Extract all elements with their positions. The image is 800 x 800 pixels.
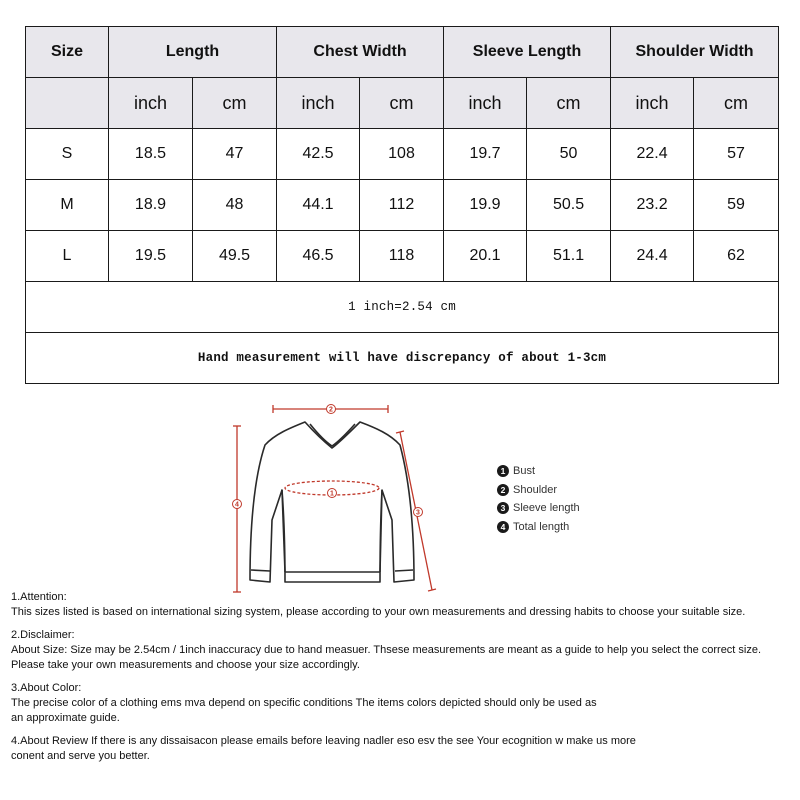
value-cell: 47 bbox=[193, 129, 277, 180]
unit-blank-cell bbox=[26, 78, 109, 129]
value-cell: 22.4 bbox=[611, 129, 694, 180]
value-cell: 20.1 bbox=[444, 231, 527, 282]
value-cell: 51.1 bbox=[527, 231, 611, 282]
marker-sleeve-length: 3 bbox=[416, 509, 420, 517]
notes-section bbox=[11, 590, 800, 772]
unit-row bbox=[26, 78, 779, 129]
note-line: an approximate guide. bbox=[11, 712, 120, 724]
value-cell: 48 bbox=[193, 180, 277, 231]
value-cell: 44.1 bbox=[277, 180, 360, 231]
legend-item-bust bbox=[497, 462, 580, 481]
value-cell: 50 bbox=[527, 129, 611, 180]
legend-label: Total length bbox=[513, 520, 570, 533]
note-line: About Size: Size may be 2.54cm / 1inch inaccuracy due to hand measuer. Thsese measurements are meant as a guide to help you select the correct size. bbox=[11, 644, 762, 656]
value-cell: 118 bbox=[360, 231, 444, 282]
note-line: Please take your own measurements and choose your size accordingly. bbox=[11, 659, 360, 671]
value-cell: 46.5 bbox=[277, 231, 360, 282]
size-chart-table bbox=[25, 26, 779, 384]
note-heading: 1.Attention: bbox=[11, 591, 67, 603]
legend-label: Shoulder bbox=[513, 483, 558, 496]
unit-cell: cm bbox=[527, 78, 611, 129]
note-line: 4.About Review If there is any dissaisacon please emails before leaving nadler eso esv the see Your ecognition w make us more bbox=[11, 735, 636, 747]
conversion-note: 1 inch=2.54 cm bbox=[26, 282, 779, 333]
discrepancy-note-row bbox=[26, 333, 779, 384]
legend-label: Sleeve length bbox=[513, 502, 580, 515]
legend-item-shoulder bbox=[497, 481, 580, 500]
value-cell: 24.4 bbox=[611, 231, 694, 282]
unit-cell: cm bbox=[193, 78, 277, 129]
value-cell: 18.5 bbox=[109, 129, 193, 180]
header-row bbox=[26, 27, 779, 78]
unit-cell: inch bbox=[444, 78, 527, 129]
header-length: Length bbox=[109, 27, 277, 78]
value-cell: 19.5 bbox=[109, 231, 193, 282]
unit-cell: inch bbox=[277, 78, 360, 129]
size-cell: L bbox=[26, 231, 109, 282]
value-cell: 49.5 bbox=[193, 231, 277, 282]
value-cell: 19.9 bbox=[444, 180, 527, 231]
marker-bust: 1 bbox=[330, 490, 334, 498]
note-line: This sizes listed is based on international sizing system, please according to your own measurements and dressing habits to choose your suitable size. bbox=[11, 606, 746, 618]
unit-cell: inch bbox=[611, 78, 694, 129]
note-line: conent and serve you better. bbox=[11, 750, 150, 762]
legend-item-total-length bbox=[497, 518, 580, 537]
table-row bbox=[26, 231, 779, 282]
note-heading: 2.Disclaimer: bbox=[11, 629, 75, 641]
value-cell: 23.2 bbox=[611, 180, 694, 231]
note-color bbox=[11, 681, 800, 726]
value-cell: 59 bbox=[694, 180, 779, 231]
measurement-lines bbox=[233, 405, 436, 592]
value-cell: 112 bbox=[360, 180, 444, 231]
discrepancy-note: Hand measurement will have discrepancy of about 1-3cm bbox=[26, 333, 779, 384]
value-cell: 57 bbox=[694, 129, 779, 180]
sweater-outline bbox=[250, 422, 414, 582]
table-row bbox=[26, 129, 779, 180]
note-line: The precise color of a clothing ems mva depend on specific conditions The items colors depicted should only be used as bbox=[11, 697, 597, 709]
note-review bbox=[11, 734, 800, 764]
table-row bbox=[26, 180, 779, 231]
legend-item-sleeve-length bbox=[497, 499, 580, 518]
value-cell: 42.5 bbox=[277, 129, 360, 180]
value-cell: 108 bbox=[360, 129, 444, 180]
diagram-legend bbox=[497, 462, 580, 536]
size-cell: M bbox=[26, 180, 109, 231]
marker-shoulder: 2 bbox=[329, 406, 333, 414]
header-size: Size bbox=[26, 27, 109, 78]
header-sleeve-length: Sleeve Length bbox=[444, 27, 611, 78]
value-cell: 18.9 bbox=[109, 180, 193, 231]
header-chest-width: Chest Width bbox=[277, 27, 444, 78]
number-1-icon: 1 bbox=[497, 465, 509, 477]
value-cell: 19.7 bbox=[444, 129, 527, 180]
header-shoulder-width: Shoulder Width bbox=[611, 27, 779, 78]
unit-cell: inch bbox=[109, 78, 193, 129]
marker-total-length: 4 bbox=[235, 501, 239, 509]
number-4-icon: 4 bbox=[497, 521, 509, 533]
note-heading: 3.About Color: bbox=[11, 682, 82, 694]
unit-cell: cm bbox=[694, 78, 779, 129]
value-cell: 50.5 bbox=[527, 180, 611, 231]
value-cell: 62 bbox=[694, 231, 779, 282]
unit-cell: cm bbox=[360, 78, 444, 129]
size-cell: S bbox=[26, 129, 109, 180]
legend-label: Bust bbox=[513, 465, 536, 478]
number-3-icon: 3 bbox=[497, 502, 509, 514]
number-2-icon: 2 bbox=[497, 484, 509, 496]
note-attention bbox=[11, 590, 800, 620]
note-disclaimer bbox=[11, 628, 800, 673]
conversion-note-row bbox=[26, 282, 779, 333]
